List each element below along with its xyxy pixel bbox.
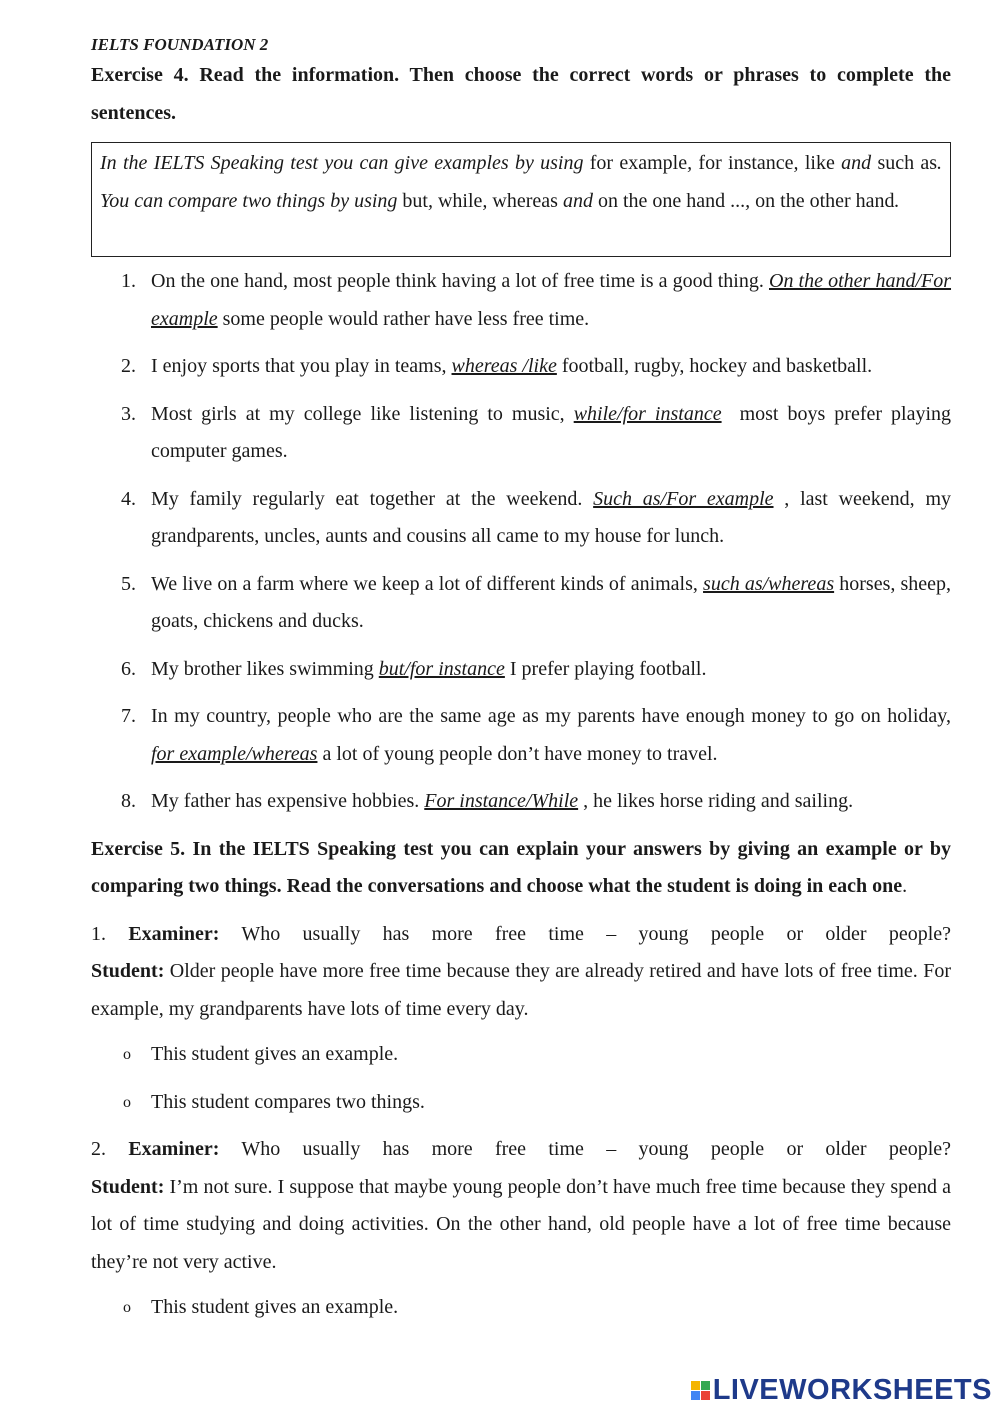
info-text: and: [841, 152, 872, 174]
answer-dropdown[interactable]: but/for instance: [378, 657, 505, 680]
conversation-1-options: [91, 1036, 951, 1121]
exercise-4-item: 2. I enjoy sports that you play in teams, whereas /like football, rugby, hockey and basketball.: [121, 355, 873, 377]
info-phrase: for example: [589, 152, 688, 174]
exercise-4-item: 6. My brother likes swimming but/for instance I prefer playing football.: [121, 657, 707, 680]
conversation-1: 1. Examiner: Who usually has more free time – young people or older people? Student: Older people have more free time because they are already retired and have lots of free time. For example, my grandparents have lots of time every day.: [91, 922, 952, 1020]
exercise-4-item: 5. We live on a farm where we keep a lot of different kinds of animals, such as/whereas horses, sheep, goats, chickens and ducks.: [121, 572, 952, 632]
exercise-4-item: 8. My father has expensive hobbies. For instance/While , he likes horse riding and sailing.: [121, 790, 854, 812]
conversation-2-options: [91, 1289, 951, 1327]
worksheet-page: [91, 34, 951, 1337]
info-phrase: like: [804, 152, 835, 174]
info-phrase: such as: [877, 152, 938, 174]
radio-circle-icon[interactable]: o: [123, 1046, 131, 1063]
answer-dropdown[interactable]: for example/whereas: [151, 742, 318, 765]
info-text: You can compare two things by using: [100, 189, 398, 212]
exercise-4-item: 1. On the one hand, most people think having a lot of free time is a good thing. On the other hand/For example some people would rather have less free time.: [121, 270, 952, 330]
logo-squares-icon: [691, 1381, 710, 1400]
logo-text: LIVEWORKSHEETS: [712, 1374, 992, 1406]
answer-dropdown[interactable]: while/for instance: [573, 402, 722, 425]
info-phrase: on the other hand: [755, 189, 895, 212]
answer-dropdown[interactable]: For instance/While: [424, 790, 579, 812]
info-phrase: but: [402, 189, 428, 212]
exercise-4-item: 7. In my country, people who are the same age as my parents have enough money to go on holiday, for example/whereas a lot of young people don’t have money to travel.: [121, 705, 951, 765]
radio-option[interactable]: o This student gives an example.: [91, 1289, 951, 1327]
radio-option[interactable]: o This student compares two things.: [91, 1084, 951, 1122]
answer-dropdown[interactable]: such as/whereas: [703, 572, 835, 595]
exercise-4-item: 3. Most girls at my college like listening to music, while/for instance most boys prefer playing computer games.: [121, 402, 952, 462]
answer-dropdown[interactable]: whereas /like: [451, 355, 557, 377]
info-phrase: while: [437, 189, 483, 212]
radio-circle-icon[interactable]: o: [123, 1299, 131, 1316]
liveworksheets-logo: [691, 1374, 992, 1407]
info-phrase: on the one hand ...: [597, 189, 746, 212]
info-phrase: for instance: [698, 152, 794, 174]
answer-dropdown[interactable]: Such as/For example: [593, 487, 774, 510]
exercise-4-item: 4. My family regularly eat together at the weekend. Such as/For example , last weekend, my grandparents, uncles, aunts and cousins all came to my house for lunch.: [121, 487, 952, 547]
info-text: and: [562, 189, 593, 212]
exercise-4-title: Exercise 4. Read the information. Then choose the correct words or phrases to complete the sentences.: [91, 64, 951, 124]
info-phrase: whereas: [492, 189, 558, 212]
radio-circle-icon[interactable]: o: [123, 1093, 131, 1111]
info-box: In the IELTS Speaking test you can give examples by using for example, for instance, like and such as. You can compare two things by using but, while, whereas and on the one hand ..., on the other hand.: [91, 142, 951, 257]
radio-option[interactable]: o This student gives an example.: [91, 1036, 951, 1074]
conversation-2: 2. Examiner: Who usually has more free time – young people or older people? Student: I’m not sure. I suppose that maybe young people don’t have much free time because they spend a lot of time studying and doing activities. On the other hand, old people have a lot of free time because they’re not very active.: [91, 1138, 952, 1273]
answer-dropdown[interactable]: On the other hand/For example: [151, 270, 952, 330]
worksheet-header: IELTS FOUNDATION 2: [91, 35, 269, 54]
exercise-5-title: Exercise 5. In the IELTS Speaking test you can explain your answers by giving an example or by comparing two things. Read the conversations and choose what the student is doing in each one.: [91, 837, 951, 897]
exercise-4-list: [91, 263, 951, 821]
info-text: In the IELTS Speaking test you can give examples by using: [100, 152, 584, 174]
